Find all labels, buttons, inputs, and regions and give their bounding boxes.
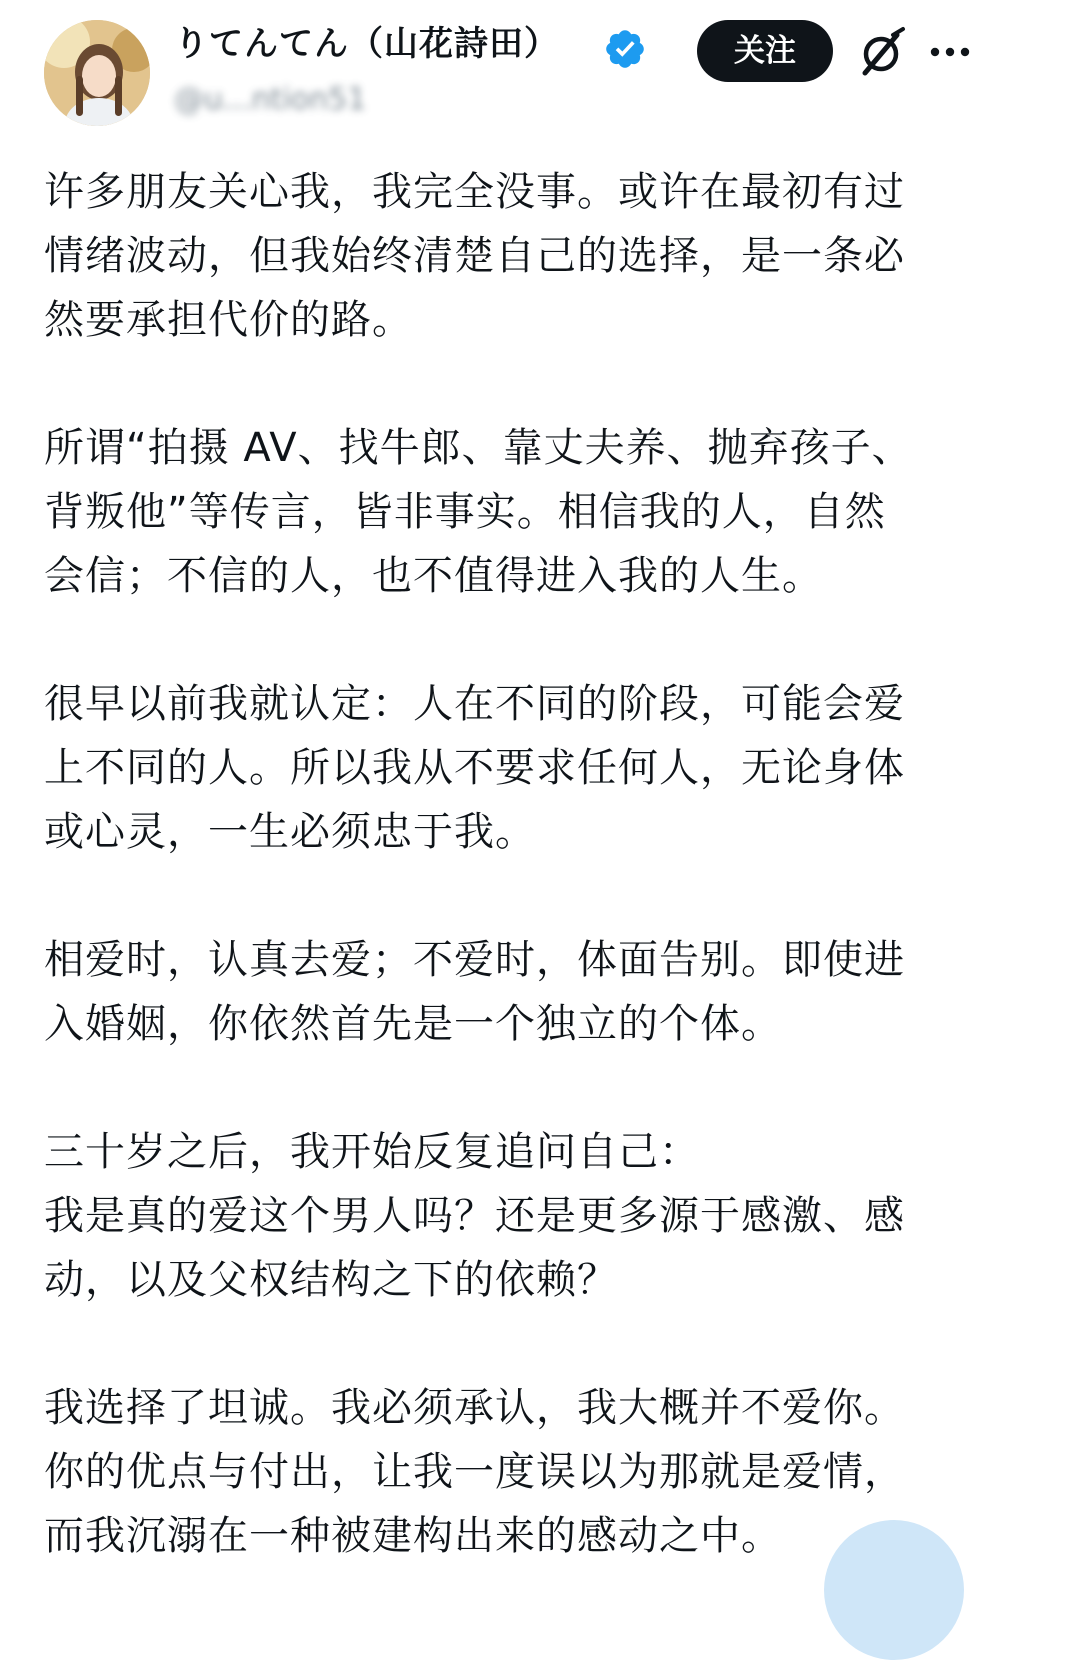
post-paragraph	[44, 928, 984, 1056]
post-text-line: 动，以及父权结构之下的依赖？	[44, 1257, 618, 1303]
post-text-line: 我是真的爱这个男人吗？还是更多源于感激、感	[44, 1193, 905, 1239]
post-text-line: 而我沉溺在一种被建构出来的感动之中。	[44, 1513, 782, 1559]
post-text-line: 或心灵，一生必须忠于我。	[44, 809, 536, 855]
post-paragraph	[44, 1120, 984, 1312]
post-text-line: 上不同的人。所以我从不要求任何人，无论身体	[44, 745, 905, 791]
follow-button[interactable]: 关注	[697, 20, 833, 82]
post-text-line: 然要承担代价的路。	[44, 297, 413, 343]
post-body	[44, 160, 984, 1632]
post-text-line: 三十岁之后，我开始反复追问自己：	[44, 1129, 700, 1175]
post-paragraph	[44, 160, 984, 352]
post-header	[0, 0, 1018, 140]
post-paragraph	[44, 1376, 984, 1568]
post-paragraph	[44, 416, 984, 608]
post-text-line: 相爱时，认真去爱；不爱时，体面告别。即使进	[44, 937, 905, 983]
compose-button[interactable]	[824, 1520, 964, 1660]
post-text-line: 很早以前我就认定：人在不同的阶段，可能会爱	[44, 681, 905, 727]
post-text-line: 我选择了坦诚。我必须承认，我大概并不爱你。	[44, 1385, 905, 1431]
avatar-photo	[44, 20, 150, 126]
post-text-line: 许多朋友关心我，我完全没事。或许在最初有过	[44, 169, 905, 215]
post-text-line: 会信；不信的人，也不值得进入我的人生。	[44, 553, 823, 599]
verified-badge-icon	[603, 27, 647, 71]
display-name[interactable]: りてんてん（山花詩田）	[174, 24, 559, 64]
post-text-line: 所谓“拍摄 AV、找牛郎、靠丈夫养、抛弃孩子、	[44, 425, 913, 471]
post-text-line: 入婚姻，你依然首先是一个独立的个体。	[44, 1001, 782, 1047]
post-text-line: 背叛他”等传言，皆非事实。相信我的人，自然	[44, 489, 886, 535]
post-text-line: 情绪波动，但我始终清楚自己的选择，是一条必	[44, 233, 905, 279]
user-handle: @u...ntion51	[174, 82, 367, 117]
post-paragraph	[44, 672, 984, 864]
avatar[interactable]	[44, 20, 150, 126]
post-text-line: 你的优点与付出，让我一度误以为那就是爱情，	[44, 1449, 905, 1495]
grok-icon[interactable]	[853, 25, 909, 81]
more-options-icon[interactable]	[926, 34, 974, 70]
